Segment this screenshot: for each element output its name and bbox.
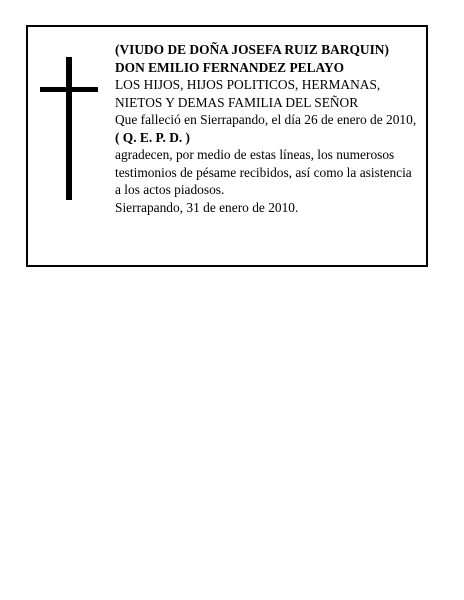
family-line-2: NIETOS Y DEMAS FAMILIA DEL SEÑOR xyxy=(115,94,359,110)
place-date: Sierrapando, 31 de enero de 2010. xyxy=(115,199,299,215)
qepd-line: ( Q. E. P. D. ) xyxy=(115,129,191,145)
widower-line: (VIUDO DE DOÑA JOSEFA RUIZ BARQUIN) xyxy=(115,42,389,57)
obituary-notice xyxy=(26,25,428,267)
cross-icon-crossbar xyxy=(40,87,98,92)
family-line-1: LOS HIJOS, HIJOS POLITICOS, HERMANAS, xyxy=(115,77,381,92)
thanks-line-3: a los actos piadosos. xyxy=(115,182,225,197)
cross-icon xyxy=(66,57,72,200)
thanks-line-1: agradecen, por medio de estas líneas, los numerosos xyxy=(115,147,395,162)
death-line: Que falleció en Sierrapando, el día 26 de enero de 2010, xyxy=(115,112,417,127)
notice-text xyxy=(115,41,423,216)
thanks-line-2: testimonios de pésame recibidos, así como la asistencia xyxy=(115,164,412,180)
deceased-name: DON EMILIO FERNANDEZ PELAYO xyxy=(115,59,345,75)
